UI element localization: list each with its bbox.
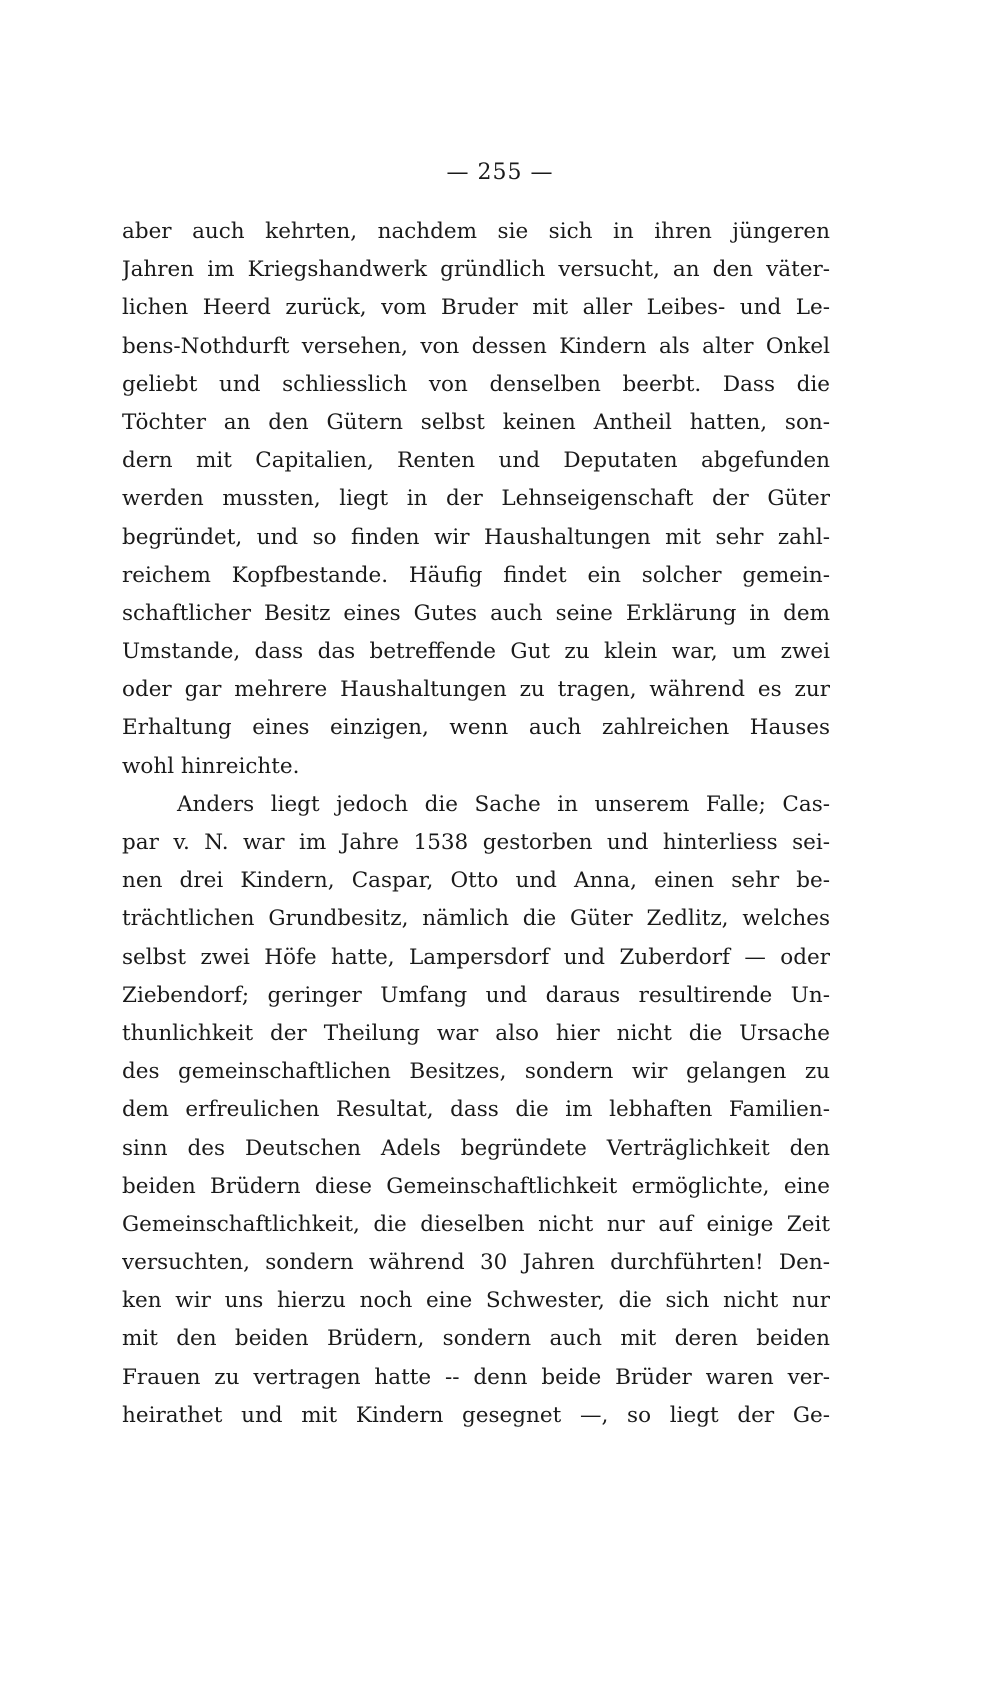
text-line: mit den beiden Brüdern, sondern auch mit deren beiden	[122, 1326, 830, 1352]
page-number: — 255 —	[446, 160, 554, 185]
text-line: aber auch kehrten, nachdem sie sich in ihren jüngeren	[122, 219, 830, 244]
text-line: Umstande, dass das betreffende Gut zu klein war, um zwei	[122, 639, 830, 665]
text-line: Anders liegt jedoch die Sache in unserem Falle; Cas-	[177, 791, 830, 817]
text-line: beiden Brüdern diese Gemeinschaftlichkeit ermöglichte, eine	[122, 1173, 830, 1199]
text-line: begründet, und so finden wir Haushaltungen mit sehr zahl-	[122, 524, 830, 550]
text-line: Töchter an den Gütern selbst keinen Antheil hatten, son-	[122, 409, 830, 435]
text-line: nen drei Kindern, Caspar, Otto und Anna, einen sehr be-	[122, 868, 830, 894]
text-line: ken wir uns hierzu noch eine Schwester, die sich nicht nur	[122, 1288, 830, 1314]
text-line: Frauen zu vertragen hatte -- denn beide Brüder waren ver-	[122, 1364, 830, 1390]
text-line: thunlichkeit der Theilung war also hier nicht die Ursache	[122, 1020, 830, 1046]
text-line: sinn des Deutschen Adels begründete Verträglichkeit den	[122, 1135, 830, 1161]
text-line: reichem Kopfbestande. Häufig findet ein solcher gemein-	[122, 562, 830, 588]
text-line: oder gar mehrere Haushaltungen zu tragen, während es zur	[122, 677, 830, 703]
text-line: geliebt und schliesslich von denselben beerbt. Dass die	[122, 371, 830, 397]
text-line: trächtlichen Grundbesitz, nämlich die Güter Zedlitz, welches	[122, 906, 830, 932]
text-line: selbst zwei Höfe hatte, Lampersdorf und Zuberdorf — oder	[122, 944, 830, 970]
text-line: schaftlicher Besitz eines Gutes auch seine Erklärung in dem	[122, 600, 830, 626]
text-line: Gemeinschaftlichkeit, die dieselben nicht nur auf einige Zeit	[122, 1211, 830, 1237]
text-line: wohl hinreichte.	[122, 753, 300, 779]
text-line: lichen Heerd zurück, vom Bruder mit aller Leibes- und Le-	[122, 295, 830, 321]
text-line: bens-Nothdurft versehen, von dessen Kindern als alter Onkel	[122, 333, 830, 359]
text-line: dern mit Capitalien, Renten und Deputaten abgefunden	[122, 448, 830, 474]
text-line: versuchten, sondern während 30 Jahren durchführten! Den-	[122, 1250, 830, 1276]
text-line: Erhaltung eines einzigen, wenn auch zahlreichen Hauses	[122, 715, 830, 741]
text-line: des gemeinschaftlichen Besitzes, sondern wir gelangen zu	[122, 1059, 830, 1085]
text-line: Ziebendorf; geringer Umfang und daraus resultirende Un-	[122, 982, 830, 1008]
text-line: Jahren im Kriegshandwerk gründlich versucht, an den väter-	[122, 257, 830, 283]
text-line: par v. N. war im Jahre 1538 gestorben und hinterliess sei-	[122, 830, 830, 855]
body-text	[122, 213, 830, 1435]
text-line: dem erfreulichen Resultat, dass die im lebhaften Familien-	[122, 1097, 830, 1123]
text-line: heirathet und mit Kindern gesegnet —, so liegt der Ge-	[122, 1402, 830, 1428]
text-line: werden mussten, liegt in der Lehnseigenschaft der Güter	[122, 486, 830, 512]
